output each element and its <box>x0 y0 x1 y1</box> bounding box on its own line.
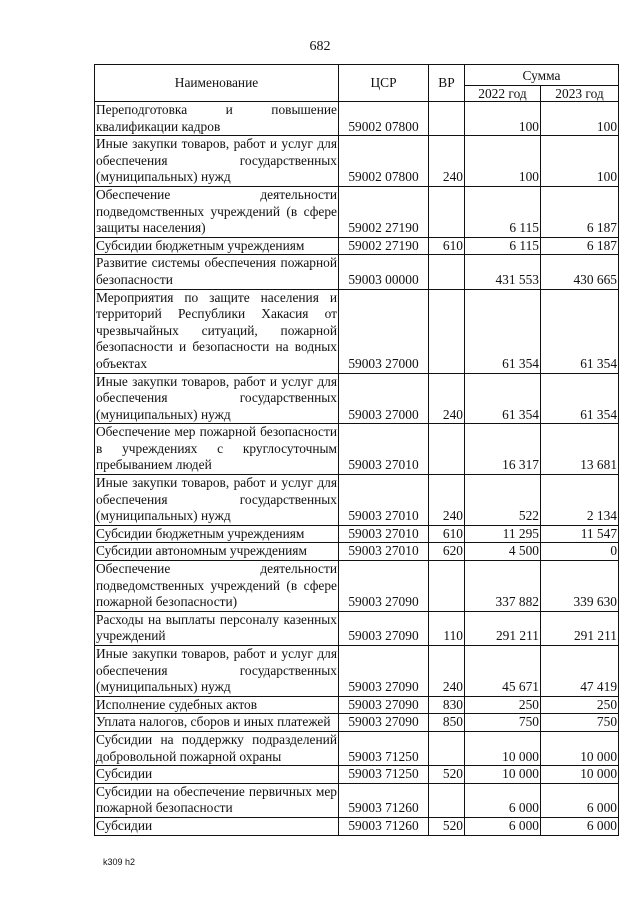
row-csr: 59002 27190 <box>339 186 429 237</box>
row-name: Субсидии на поддержку подразделений добровольной пожарной охраны <box>95 731 339 765</box>
row-csr: 59003 71250 <box>339 731 429 765</box>
row-csr: 59003 27000 <box>339 373 429 424</box>
row-vr <box>429 783 465 817</box>
row-name: Субсидии <box>95 766 339 784</box>
row-sum-2022: 291 211 <box>465 611 541 645</box>
row-sum-2023: 13 681 <box>541 424 619 475</box>
table-row <box>95 543 619 561</box>
budget-table <box>94 64 619 836</box>
row-sum-2023: 339 630 <box>541 561 619 612</box>
row-vr <box>429 561 465 612</box>
table-row <box>95 373 619 424</box>
header-name: Наименование <box>95 65 339 102</box>
row-name: Иные закупки товаров, работ и услуг для обеспечения государственных (муниципальных) нужд <box>95 475 339 526</box>
row-csr: 59003 27090 <box>339 646 429 697</box>
row-sum-2022: 6 115 <box>465 237 541 255</box>
row-csr: 59002 07800 <box>339 136 429 187</box>
header-csr: ЦСР <box>339 65 429 102</box>
header-year-2022: 2022 год <box>465 86 541 102</box>
table-row <box>95 102 619 136</box>
row-name: Субсидии бюджетным учреждениям <box>95 237 339 255</box>
row-name: Иные закупки товаров, работ и услуг для обеспечения государственных (муниципальных) нужд <box>95 136 339 187</box>
row-csr: 59003 27010 <box>339 475 429 526</box>
row-sum-2022: 522 <box>465 475 541 526</box>
row-sum-2022: 11 295 <box>465 525 541 543</box>
table-row <box>95 696 619 714</box>
row-csr: 59003 00000 <box>339 255 429 289</box>
row-name: Исполнение судебных актов <box>95 696 339 714</box>
header-sum: Сумма <box>465 65 619 86</box>
row-csr: 59003 71250 <box>339 766 429 784</box>
row-name: Субсидии <box>95 817 339 835</box>
row-sum-2023: 430 665 <box>541 255 619 289</box>
row-vr: 110 <box>429 611 465 645</box>
row-vr: 520 <box>429 766 465 784</box>
row-sum-2022: 61 354 <box>465 373 541 424</box>
row-sum-2023: 10 000 <box>541 731 619 765</box>
row-csr: 59003 71260 <box>339 783 429 817</box>
row-sum-2022: 4 500 <box>465 543 541 561</box>
row-sum-2022: 61 354 <box>465 289 541 373</box>
row-sum-2023: 2 134 <box>541 475 619 526</box>
row-sum-2022: 100 <box>465 136 541 187</box>
row-vr: 610 <box>429 237 465 255</box>
table-row <box>95 646 619 697</box>
row-name: Обеспечение мер пожарной безопасности в учреждениях с круглосуточным пребыванием людей <box>95 424 339 475</box>
row-sum-2022: 6 000 <box>465 783 541 817</box>
row-sum-2022: 431 553 <box>465 255 541 289</box>
row-sum-2023: 10 000 <box>541 766 619 784</box>
row-sum-2022: 100 <box>465 102 541 136</box>
row-csr: 59003 27000 <box>339 289 429 373</box>
row-sum-2023: 6 000 <box>541 817 619 835</box>
row-sum-2022: 10 000 <box>465 766 541 784</box>
table-row <box>95 783 619 817</box>
row-sum-2022: 250 <box>465 696 541 714</box>
row-name: Иные закупки товаров, работ и услуг для обеспечения государственных (муниципальных) нужд <box>95 373 339 424</box>
row-sum-2023: 47 419 <box>541 646 619 697</box>
row-vr: 240 <box>429 475 465 526</box>
row-name: Субсидии автономным учреждениям <box>95 543 339 561</box>
table-row <box>95 255 619 289</box>
row-vr: 610 <box>429 525 465 543</box>
table-row <box>95 714 619 732</box>
row-name: Обеспечение деятельности подведомственных учреждений (в сфере пожарной безопасности) <box>95 561 339 612</box>
row-name: Мероприятия по защите населения и территорий Республики Хакасия от чрезвычайных ситуаций, пожарной безопасности и безопасности на водных объектах <box>95 289 339 373</box>
table-row <box>95 424 619 475</box>
row-name: Иные закупки товаров, работ и услуг для обеспечения государственных (муниципальных) нужд <box>95 646 339 697</box>
row-vr: 240 <box>429 136 465 187</box>
row-csr: 59002 27190 <box>339 237 429 255</box>
table-row <box>95 731 619 765</box>
row-vr: 850 <box>429 714 465 732</box>
row-name: Расходы на выплаты персоналу казенных учреждений <box>95 611 339 645</box>
row-name: Субсидии на обеспечение первичных мер пожарной безопасности <box>95 783 339 817</box>
row-sum-2023: 61 354 <box>541 373 619 424</box>
row-sum-2022: 45 671 <box>465 646 541 697</box>
row-vr <box>429 186 465 237</box>
table-row <box>95 475 619 526</box>
row-sum-2023: 6 000 <box>541 783 619 817</box>
footer-code: k309 h2 <box>103 857 136 867</box>
row-sum-2023: 61 354 <box>541 289 619 373</box>
table-row <box>95 611 619 645</box>
row-sum-2022: 10 000 <box>465 731 541 765</box>
row-sum-2022: 16 317 <box>465 424 541 475</box>
row-sum-2022: 6 000 <box>465 817 541 835</box>
row-sum-2023: 6 187 <box>541 186 619 237</box>
table-row <box>95 136 619 187</box>
row-sum-2023: 100 <box>541 136 619 187</box>
row-csr: 59003 27090 <box>339 696 429 714</box>
row-sum-2022: 337 882 <box>465 561 541 612</box>
row-vr: 240 <box>429 373 465 424</box>
row-vr <box>429 731 465 765</box>
row-name: Обеспечение деятельности подведомственных учреждений (в сфере защиты населения) <box>95 186 339 237</box>
row-name: Переподготовка и повышение квалификации кадров <box>95 102 339 136</box>
row-sum-2023: 250 <box>541 696 619 714</box>
row-csr: 59002 07800 <box>339 102 429 136</box>
table-row <box>95 186 619 237</box>
row-name: Субсидии бюджетным учреждениям <box>95 525 339 543</box>
row-csr: 59003 27090 <box>339 611 429 645</box>
row-sum-2023: 6 187 <box>541 237 619 255</box>
table-row <box>95 289 619 373</box>
row-sum-2023: 291 211 <box>541 611 619 645</box>
row-vr: 620 <box>429 543 465 561</box>
row-sum-2022: 6 115 <box>465 186 541 237</box>
header-vr: ВР <box>429 65 465 102</box>
row-name: Уплата налогов, сборов и иных платежей <box>95 714 339 732</box>
table-row <box>95 817 619 835</box>
row-sum-2022: 750 <box>465 714 541 732</box>
row-vr <box>429 102 465 136</box>
header-year-2023: 2023 год <box>541 86 619 102</box>
row-vr: 520 <box>429 817 465 835</box>
table-row <box>95 237 619 255</box>
row-csr: 59003 27010 <box>339 543 429 561</box>
row-vr <box>429 289 465 373</box>
row-csr: 59003 71260 <box>339 817 429 835</box>
row-vr <box>429 255 465 289</box>
table-row <box>95 766 619 784</box>
row-sum-2023: 0 <box>541 543 619 561</box>
row-csr: 59003 27010 <box>339 424 429 475</box>
table-row <box>95 561 619 612</box>
row-vr <box>429 424 465 475</box>
page-number: 682 <box>309 39 331 54</box>
row-sum-2023: 750 <box>541 714 619 732</box>
row-csr: 59003 27090 <box>339 561 429 612</box>
row-csr: 59003 27090 <box>339 714 429 732</box>
table-row <box>95 525 619 543</box>
row-csr: 59003 27010 <box>339 525 429 543</box>
row-vr: 830 <box>429 696 465 714</box>
row-sum-2023: 11 547 <box>541 525 619 543</box>
row-vr: 240 <box>429 646 465 697</box>
row-name: Развитие системы обеспечения пожарной безопасности <box>95 255 339 289</box>
row-sum-2023: 100 <box>541 102 619 136</box>
